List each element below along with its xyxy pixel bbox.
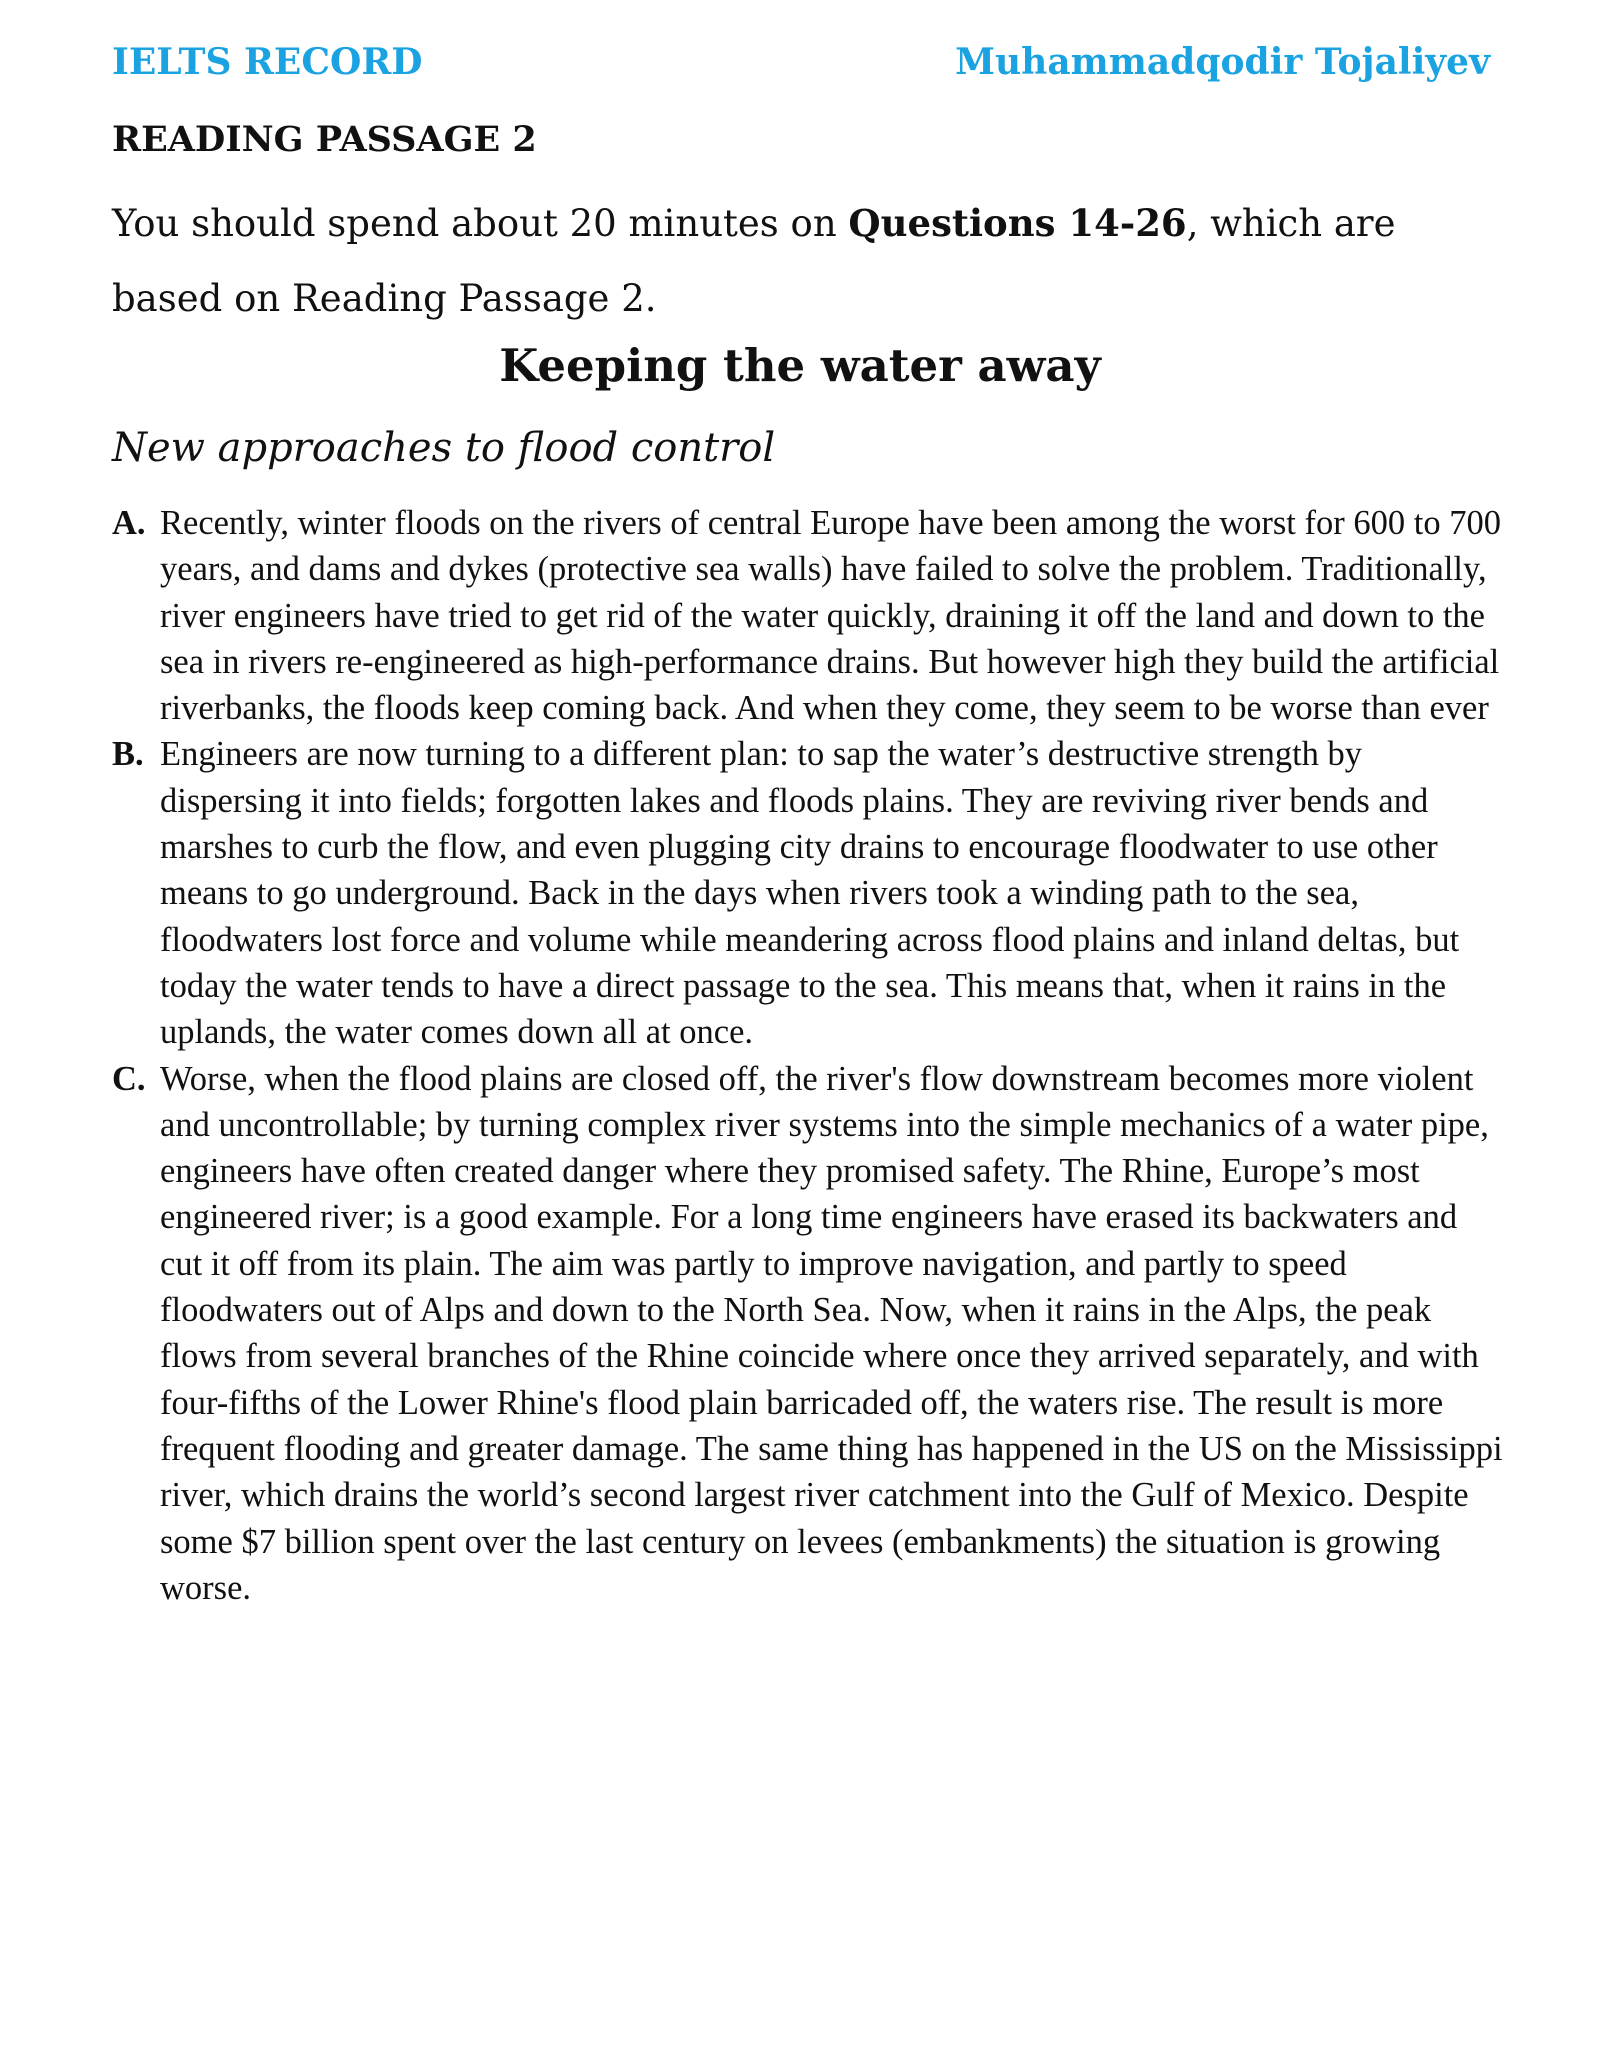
paragraph-text: Engineers are now turning to a different plan: to sap the water’s destructive strength by dispersing it into fields; forgotten lakes and floods plains. They are reviving river bends and marshes to curb the flow, and even plugging city drains to encourage floodwater to use other means to go underground. Back in the days when rivers took a winding path to the sea, floodwaters lost force and volume while meandering across flood plains and inland deltas, but today the water tends to have a direct passage to the sea. This means that, when it rains in the uplands, the water comes down all at once. bbox=[160, 735, 1460, 1052]
instructions-text-before: You should spend about 20 minutes on bbox=[112, 202, 849, 245]
header-author: Muhammadqodir Tojaliyev bbox=[955, 41, 1490, 83]
instructions-questions: Questions 14-26 bbox=[848, 201, 1187, 245]
passage-heading: READING PASSAGE 2 bbox=[112, 119, 537, 160]
instructions bbox=[112, 186, 1492, 336]
paragraph-letter: B. bbox=[112, 735, 144, 774]
passage-title: Keeping the water away bbox=[499, 339, 1101, 392]
passage-subtitle: New approaches to flood control bbox=[112, 425, 776, 471]
instructions-text-after: , which are based on Reading Passage 2. bbox=[112, 202, 1396, 320]
header-source: IELTS RECORD bbox=[112, 41, 423, 83]
paragraph-text: Recently, winter floods on the rivers of central Europe have been among the worst for 600 to 700 years, and dams and dykes (protective sea walls) have failed to solve the problem. Traditionally, river engineers have tried to get rid of the water quickly, draining it off the land and down to the sea in rivers re-engineered as high-performance drains. But however high they build the artificial riverbanks, the floods keep coming back. And when they come, they seem to be worse than ever bbox=[160, 504, 1501, 728]
paragraph-c bbox=[112, 1056, 1507, 1612]
paragraph-b bbox=[112, 731, 1507, 1055]
paragraph-text: Worse, when the flood plains are closed off, the river's flow downstream becomes more violent and uncontrollable; by turning complex river systems into the simple mechanics of a water pipe, engineers have often created danger where they promised safety. The Rhine, Europe’s most engineered river; is a good example. For a long time engineers have erased its backwaters and cut it off from its plain. The aim was partly to improve navigation, and partly to speed floodwaters out of Alps and down to the North Sea. Now, when it rains in the Alps, the peak flows from several branches of the Rhine coincide where once they arrived separately, and with four-fifths of the Lower Rhine's flood plain barricaded off, the waters rise. The result is more frequent flooding and greater damage. The same thing has happened in the US on the Mississippi river, which drains the world’s second largest river catchment into the Gulf of Mexico. Despite some $7 billion spent over the last century on levees (embankments) the situation is growing worse. bbox=[160, 1059, 1503, 1607]
paragraph-letter: A. bbox=[112, 504, 146, 542]
paragraph-letter: C. bbox=[112, 1059, 146, 1098]
passage-body bbox=[112, 500, 1507, 1611]
paragraph-a bbox=[112, 500, 1507, 731]
